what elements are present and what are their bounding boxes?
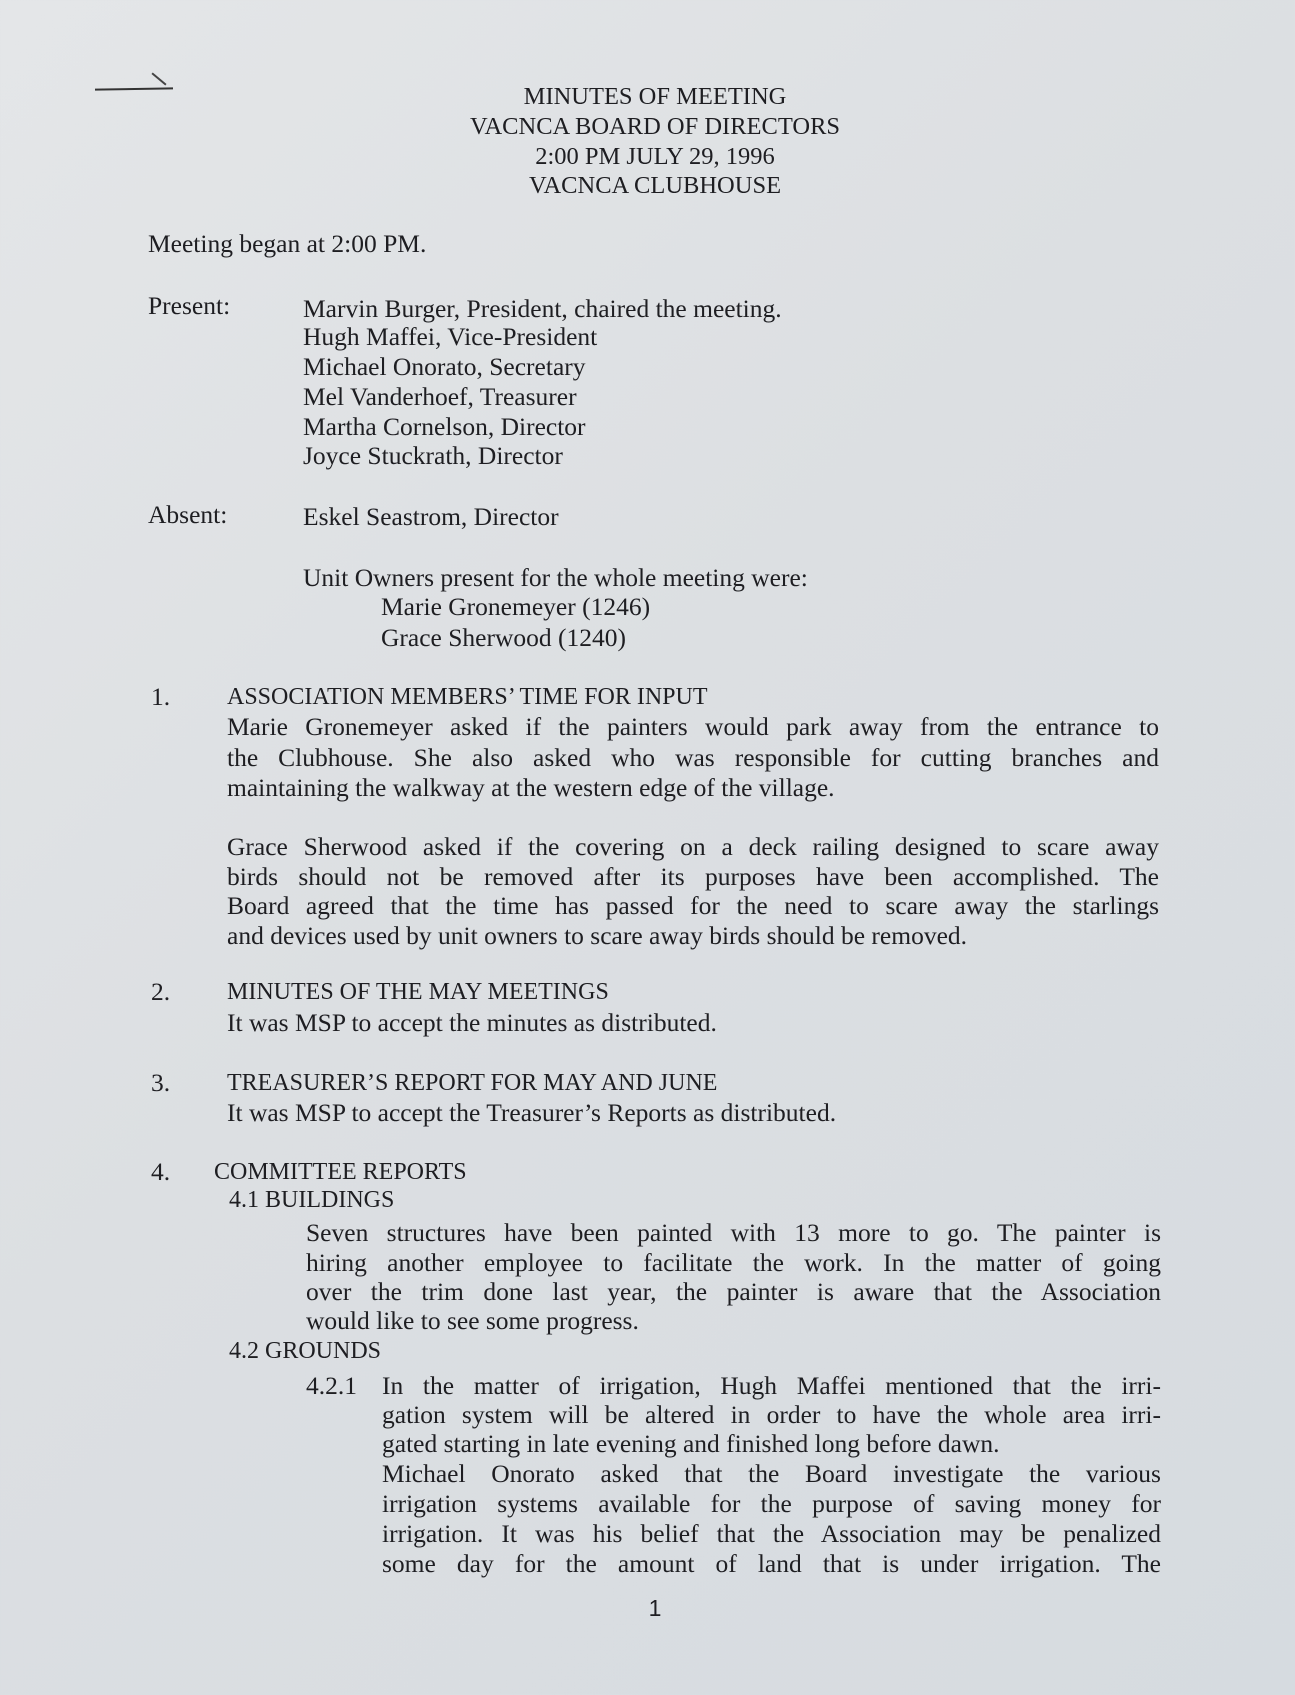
attendee: Marvin Burger, President, chaired the meeting. [303,294,782,323]
body-line: It was MSP to accept the Treasurer’s Reports as distributed. [227,1098,837,1127]
attendee: Hugh Maffei, Vice-President [303,322,598,351]
body-line: the Clubhouse. She also asked who was responsible for cutting branches and [227,743,1159,772]
item-title: ASSOCIATION MEMBERS’ TIME FOR INPUT [227,684,708,710]
body-line: irrigation. It was his belief that the Association may be penalized [382,1519,1161,1548]
item-number: 3. [151,1068,171,1097]
item-number: 4. [151,1157,171,1186]
body-line: maintaining the walkway at the western edge of the village. [227,773,835,802]
body-line: Marie Gronemeyer asked if the painters would park away from the entrance to [227,712,1159,741]
item-number: 2. [151,977,171,1006]
body-line: hiring another employee to facilitate the work. In the matter of going [306,1248,1161,1277]
body-line: gated starting in late evening and finished long before dawn. [382,1429,1000,1458]
header-line: MINUTES OF MEETING [523,83,787,110]
page-number: 1 [648,1595,662,1621]
body-line: irrigation systems available for the purpose of saving money for [382,1489,1161,1518]
item-title: MINUTES OF THE MAY MEETINGS [227,979,609,1005]
body-line: and devices used by unit owners to scare away birds should be removed. [227,921,968,950]
absent-label: Absent: [148,500,228,529]
item-title: TREASURER’S REPORT FOR MAY AND JUNE [227,1070,718,1096]
item-number: 1. [151,682,171,711]
subsection-number: 4.2.1 [306,1371,357,1400]
body-line: some day for the amount of land that is under irrigation. The [382,1549,1161,1578]
body-line: Michael Onorato asked that the Board investigate the various [382,1459,1161,1488]
attendee: Mel Vanderhoef, Treasurer [303,382,577,411]
body-line: It was MSP to accept the minutes as distributed. [227,1008,717,1037]
body-line: Board agreed that the time has passed for the need to scare away the starlings [227,891,1159,920]
absentee: Eskel Seastrom, Director [303,502,559,531]
body-line: In the matter of irrigation, Hugh Maffei mentioned that the irri- [382,1371,1161,1400]
subsection-title: 4.1 BUILDINGS [229,1187,395,1213]
item-title: COMMITTEE REPORTS [214,1159,467,1185]
attendee: Joyce Stuckrath, Director [303,441,563,470]
header-line: VACNCA BOARD OF DIRECTORS [469,113,841,140]
body-line: birds should not be removed after its purposes have been accomplished. The [227,862,1159,891]
present-label: Present: [148,291,231,320]
attendee: Michael Onorato, Secretary [303,352,586,381]
body-line: gation system will be altered in order to have the whole area irri- [382,1400,1161,1429]
body-line: Seven structures have been painted with 13 more to go. The painter is [306,1218,1161,1247]
body-line: would like to see some progress. [306,1306,639,1335]
unit-owner: Grace Sherwood (1240) [381,623,627,652]
body-line: over the trim done last year, the painter is aware that the Association [306,1277,1161,1306]
attendee: Martha Cornelson, Director [303,412,586,441]
unit-owner: Marie Gronemeyer (1246) [381,592,651,621]
unit-owners-intro: Unit Owners present for the whole meeting were: [303,563,808,592]
subsection-title: 4.2 GROUNDS [229,1338,382,1364]
opening-line: Meeting began at 2:00 PM. [148,229,427,258]
header-line: VACNCA CLUBHOUSE [528,172,782,199]
body-line: Grace Sherwood asked if the covering on a deck railing designed to scare away [227,832,1159,861]
header-line: 2:00 PM JULY 29, 1996 [535,143,775,170]
